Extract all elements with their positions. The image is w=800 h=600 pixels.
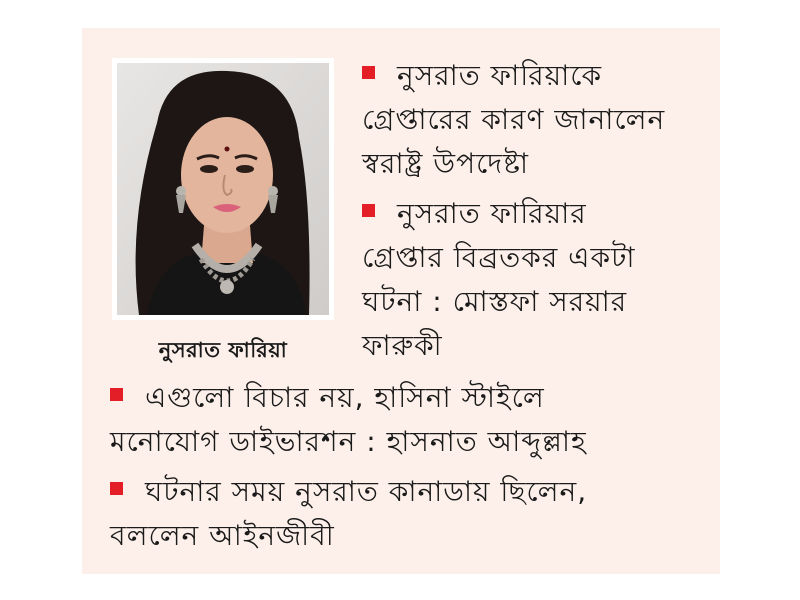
bullet-line: বললেন আইনজীবী (110, 519, 335, 552)
bullet-line: মনোযোগ ডাইভারশন : হাসনাত আব্দুল্লাহ (110, 425, 587, 458)
red-square-icon (110, 482, 123, 495)
bullet-line: স্বরাষ্ট্র উপদেষ্টা (362, 147, 529, 180)
news-card (82, 28, 720, 574)
bullet-line: গ্রেপ্তার বিব্রতকর একটা (362, 241, 636, 274)
bullet-item-2 (362, 192, 712, 368)
bullet-line: ফারুকী (362, 329, 443, 362)
bullet-item-4 (110, 470, 710, 558)
bullet-line: এগুলো বিচার নয়, হাসিনা স্টাইলে (110, 376, 710, 420)
red-square-icon (362, 66, 375, 79)
bullet-item-3 (110, 376, 710, 464)
portrait-photo (117, 63, 329, 315)
red-square-icon (110, 388, 123, 401)
bullet-line: গ্রেপ্তারের কারণ জানালেন (362, 103, 666, 136)
bullet-line: নুসরাত ফারিয়াকে (362, 54, 712, 98)
bullet-line: ঘটনা : মোস্তফা সরয়ার (362, 285, 628, 318)
photo-caption: নুসরাত ফারিয়া (158, 338, 288, 362)
red-square-icon (362, 204, 375, 217)
bullet-item-1 (362, 54, 712, 186)
portrait-photo-frame (112, 58, 334, 320)
bullet-line: ঘটনার সময় নুসরাত কানাডায় ছিলেন, (110, 470, 710, 514)
bullet-line: নুসরাত ফারিয়ার (362, 192, 712, 236)
